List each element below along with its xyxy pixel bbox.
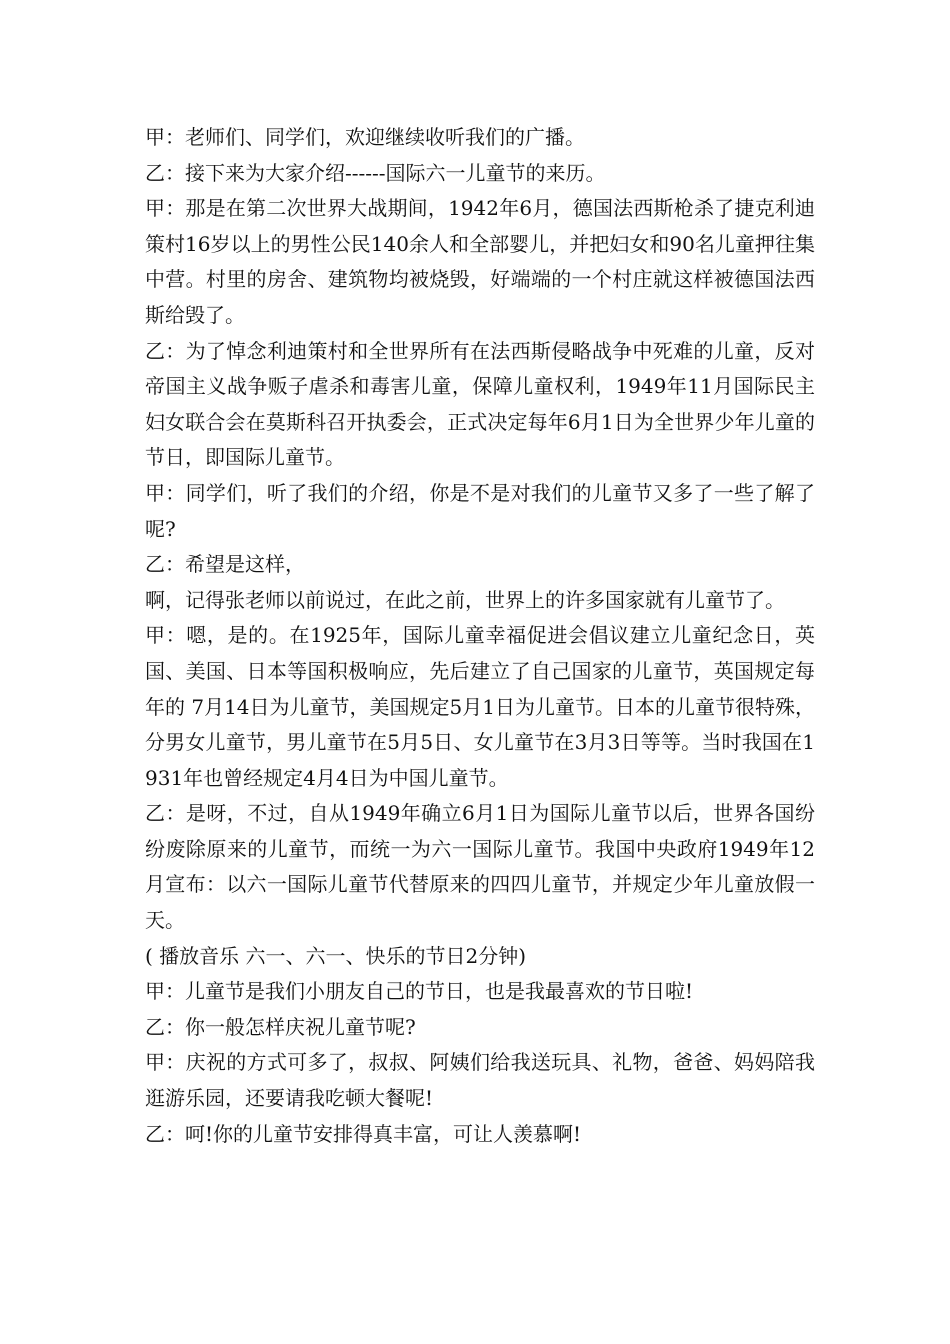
- paragraph-13: 甲：庆祝的方式可多了，叔叔、阿姨们给我送玩具、礼物，爸爸、妈妈陪我逛游乐园，还要请我吃顿大餐呢!: [145, 1050, 815, 1111]
- paragraph-8: 甲：嗯，是的。在1925年，国际儿童幸福促进会倡议建立儿童纪念日，英国、美国、日本等国积极响应，先后建立了自己国家的儿童节，英国规定每年的 7月14日为儿童节，美国规定5月1日为儿童节。日本的儿童节很特殊，分男女儿童节，男儿童节在5月5日、女儿童节在3月3日等等。当时我国在1931年也曾经规定4月4日为中国儿童节。: [145, 623, 815, 790]
- paragraph-3: 甲：那是在第二次世界大战期间，1942年6月，德国法西斯枪杀了捷克利迪策村16岁以上的男性公民140余人和全部婴儿，并把妇女和90名儿童押往集中营。村里的房舍、建筑物均被烧毁，好端端的一个村庄就这样被德国法西斯给毁了。: [145, 196, 815, 327]
- paragraph-4: 乙：为了悼念利迪策村和全世界所有在法西斯侵略战争中死难的儿童，反对帝国主义战争贩子虐杀和毒害儿童，保障儿童权利，1949年11月国际民主妇女联合会在莫斯科召开执委会，正式决定每年6月1日为全世界少年儿童的节日，即国际儿童节。: [145, 338, 815, 470]
- paragraph-11: 甲：儿童节是我们小朋友自己的节日，也是我最喜欢的节日啦!: [145, 979, 694, 1004]
- document-body: [145, 120, 815, 1152]
- paragraph-12: 乙：你一般怎样庆祝儿童节呢?: [145, 1014, 416, 1039]
- paragraph-2: 乙：接下来为大家介绍------国际六一儿童节的来历。: [145, 160, 606, 185]
- paragraph-9: 乙：是呀，不过，自从1949年确立6月1日为国际儿童节以后，世界各国纷纷废除原来的儿童节，而统一为六一国际儿童节。我国中央政府1949年12月宣布：以六一国际儿童节代替原来的四四儿童节，并规定少年儿童放假一天。: [145, 801, 815, 933]
- paragraph-14: 乙：呵!你的儿童节安排得真丰富，可让人羡慕啊!: [145, 1121, 582, 1146]
- paragraph-10: ( 播放音乐 六一、六一、快乐的节日2分钟): [145, 943, 527, 968]
- paragraph-1: 甲：老师们、同学们，欢迎继续收听我们的广播。: [145, 125, 585, 149]
- paragraph-6: 乙：希望是这样，: [145, 552, 305, 577]
- paragraph-5: 甲：同学们，听了我们的介绍，你是不是对我们的儿童节又多了一些了解了呢?: [145, 480, 815, 541]
- paragraph-7: 啊，记得张老师以前说过，在此之前，世界上的许多国家就有儿童节了。: [145, 587, 785, 612]
